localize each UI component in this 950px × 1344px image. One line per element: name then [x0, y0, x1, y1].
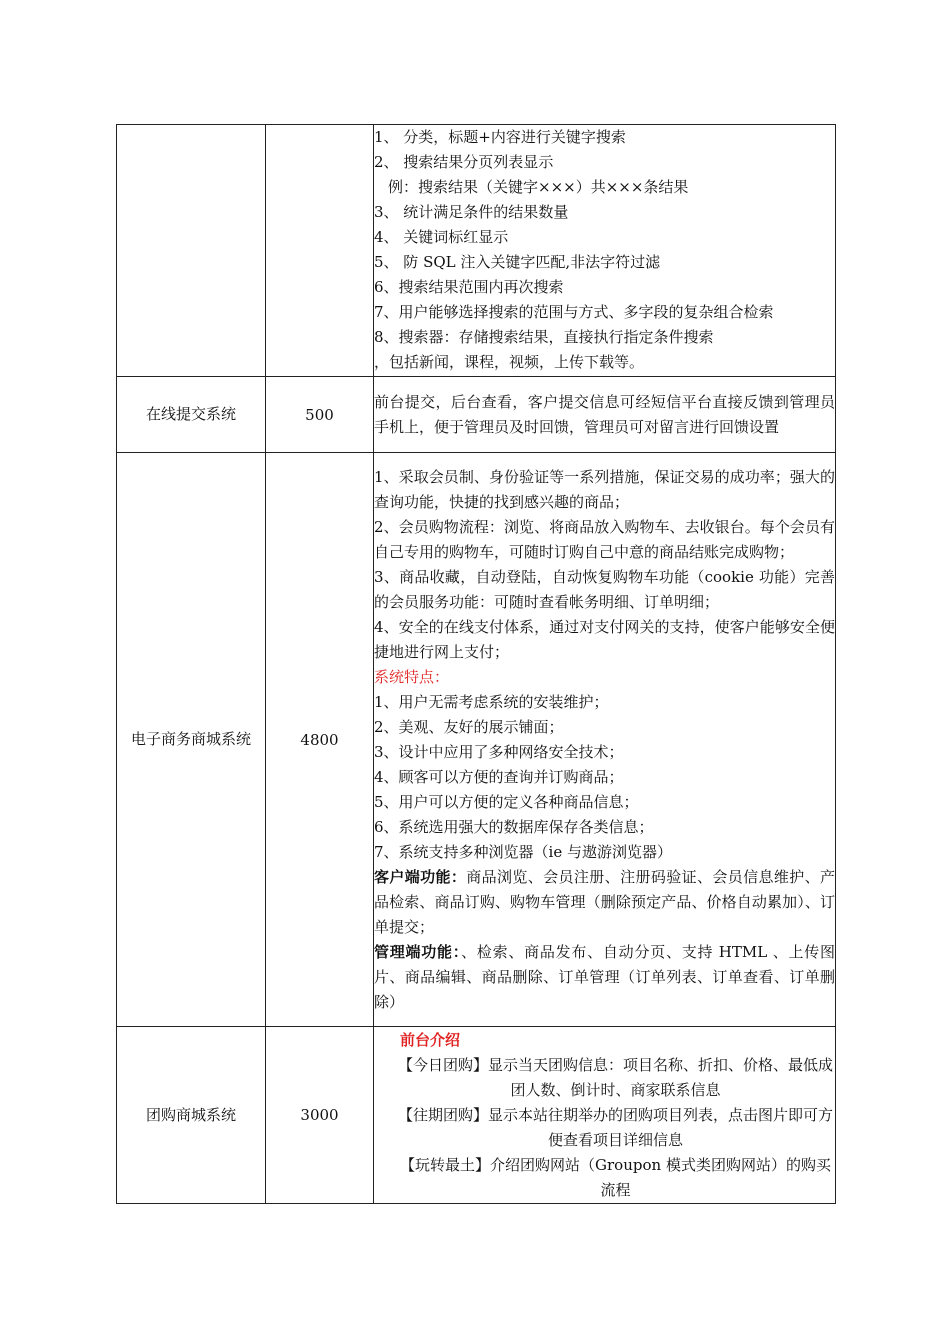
intro-item: 【玩转最土】介绍团购网站（Groupon 模式类团购网站）的购买流程	[400, 1156, 831, 1199]
paragraph: 4、安全的在线支付体系，通过对支付网关的支持，使客户能够安全便捷地进行网上支付；	[374, 617, 835, 661]
price-cell	[266, 125, 374, 377]
table-row	[117, 1027, 836, 1204]
system-name-cell	[117, 125, 266, 377]
features-heading: 系统特点：	[374, 667, 450, 686]
system-name-cell	[117, 453, 266, 1027]
list-item: 8、搜索器：存储搜索结果，直接执行指定条件搜索	[374, 328, 714, 346]
admin-functions-label: 管理端功能：	[374, 942, 462, 961]
admin-functions-text: 、检索、商品发布、自动分页、支持 HTML 、上传图片、商品编辑、商品删除、订单管理（订单列表、订单查看、订单删除）	[374, 942, 835, 1011]
table-row	[117, 453, 836, 1027]
client-functions	[374, 865, 835, 940]
table-row	[117, 125, 836, 377]
price-value: 3000	[300, 1105, 339, 1124]
client-functions-label: 客户端功能：	[374, 867, 467, 886]
paragraph: 3、商品收藏，自动登陆，自动恢复购物车功能（cookie 功能）完善的会员服务功能：可随时查看帐务明细、订单明细；	[374, 567, 835, 611]
feature-item: 5、用户可以方便的定义各种商品信息；	[374, 792, 639, 811]
system-name: 团购商城系统	[145, 1105, 236, 1124]
description-cell	[374, 1027, 836, 1204]
system-name: 电子商务商城系统	[130, 730, 251, 748]
description-cell	[374, 453, 836, 1027]
list-item: 3、 统计满足条件的结果数量	[374, 203, 569, 221]
list-item: 7、用户能够选择搜索的范围与方式、多字段的复杂组合检索	[374, 303, 774, 321]
description-cell	[374, 125, 836, 377]
system-name: 在线提交系统	[145, 405, 236, 423]
price-cell	[266, 453, 374, 1027]
feature-item: 7、系统支持多种浏览器（ie 与遨游浏览器）	[374, 842, 672, 861]
feature-item: 2、美观、友好的展示铺面；	[374, 717, 564, 736]
system-name-cell	[117, 377, 266, 453]
intro-item: 【往期团购】显示本站往期举办的团购项目列表，点击图片即可方便查看项目详细信息	[398, 1106, 834, 1149]
price-value: 500	[305, 405, 334, 424]
list-item: 1、 分类，标题+内容进行关键字搜索	[374, 128, 626, 146]
list-item: ，包括新闻，课程，视频，上传下载等。	[374, 353, 645, 371]
list-item: 2、 搜索结果分页列表显示	[374, 153, 554, 171]
price-value: 4800	[300, 730, 339, 749]
list-item: 5、 防 SQL 注入关键字匹配,非法字符过滤	[374, 253, 661, 271]
system-name-cell	[117, 1027, 266, 1204]
client-functions-text: 商品浏览、会员注册、注册码验证、会员信息维护、产品检索、商品订购、购物车管理（删除预定产品、价格自动累加）、订单提交；	[374, 867, 835, 936]
list-item: 4、 关键词标红显示	[374, 228, 509, 246]
admin-functions	[374, 940, 835, 1015]
table-row	[117, 377, 836, 453]
intro-item: 【今日团购】显示当天团购信息：项目名称、折扣、价格、最低成团人数、倒计时、商家联系信息	[398, 1056, 834, 1099]
description-text: 前台提交，后台查看，客户提交信息可经短信平台直接反馈到管理员手机上，便于管理员及时回馈，管理员可对留言进行回馈设置	[374, 392, 835, 436]
feature-item: 6、系统选用强大的数据库保存各类信息；	[374, 817, 654, 836]
paragraph: 2、会员购物流程：浏览、将商品放入购物车、去收银台。每个会员有自己专用的购物车，可随时订购自己中意的商品结账完成购物；	[374, 517, 835, 561]
description-cell	[374, 377, 836, 453]
feature-item: 3、设计中应用了多种网络安全技术；	[374, 742, 624, 761]
price-cell	[266, 1027, 374, 1204]
paragraph: 1、采取会员制、身份验证等一系列措施，保证交易的成功率；强大的查询功能，快捷的找到感兴趣的商品；	[374, 467, 835, 511]
price-cell	[266, 377, 374, 453]
feature-item: 1、用户无需考虑系统的安装维护；	[374, 692, 609, 711]
list-item: 例：搜索结果（关键字×××）共×××条结果	[388, 178, 689, 196]
feature-item: 4、顾客可以方便的查询并订购商品；	[374, 767, 624, 786]
feature-price-table	[116, 124, 836, 1204]
intro-heading: 前台介绍	[400, 1031, 461, 1049]
list-item: 6、搜索结果范围内再次搜索	[374, 278, 564, 296]
